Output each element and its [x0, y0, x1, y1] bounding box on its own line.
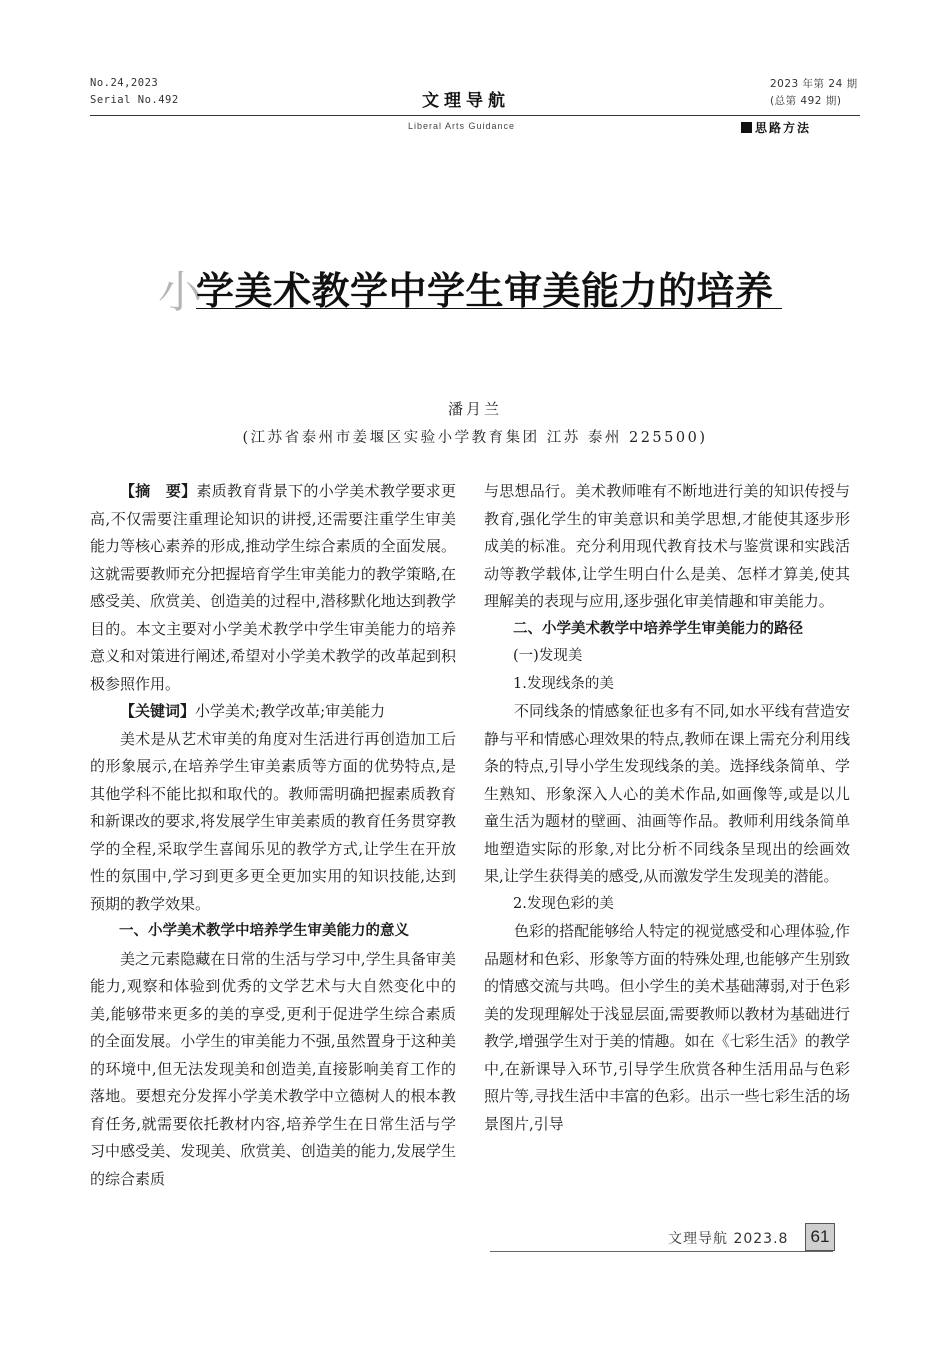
year-issue: 2023 年第 24 期: [770, 78, 858, 90]
paragraph: 不同线条的情感象征也多有不同,如水平线有营造安静与平和情感心理效果的特点,教师在课上需充分利用线条的特点,引导小学生发现线条的美。选择线条简单、学生熟知、形象深入人心的美术作品,如画像等,或是以儿童生活为题材的壁画、油画等作品。教师利用线条简单地塑造实际的形象,对比分析不同线条呈现出的绘画效果,让学生获得美的感受,从而激发学生发现美的潜能。: [484, 702, 850, 885]
keywords: [90, 698, 456, 726]
page-number: 61: [805, 1223, 835, 1251]
affiliation: (江苏省泰州市姜堰区实验小学教育集团 江苏 泰州 225500): [242, 430, 708, 446]
abstract-text: 素质教育背景下的小学美术教学要求更高,不仅需要注重理论知识的讲授,还需要注重学生审美能力等核心素养的形成,推动学生综合素质的全面发展。这就需要教师充分把握培育学生审美能力的教学策略,在感受美、欣赏美、创造美的过程中,潜移默化地达到教学目的。本文主要对小学美术教学中学生审美能力的培养意义和对策进行阐述,希望对小学美术教学的改革起到积极参照作用。: [90, 482, 456, 693]
square-icon: [741, 122, 752, 133]
section-label: 思路方法: [755, 121, 812, 135]
paragraph: 美术是从艺术审美的角度对生活进行再创造加工后的形象展示,在培养学生审美素质等方面的优势特点,是其他学科不能比拟和取代的。教师需明确把握素质教育和新课改的要求,将发展学生审美素质的教育任务贯穿教学的全程,采取学生喜闻乐见的教学方式,让学生在开放性的氛围中,学习到更多更全更加实用的知识技能,达到预期的教学效果。: [90, 729, 456, 913]
keywords-label: 【关键词】: [120, 702, 196, 720]
total-issue: (总第 492 期): [770, 95, 842, 107]
journal-name: 文理导航: [422, 91, 510, 111]
subsection-heading: (一)发现美: [513, 648, 583, 664]
footer-journal-date: 文理导航 2023.8: [668, 1231, 789, 1247]
title-first-char: 小: [158, 267, 202, 318]
title-underline: [196, 308, 782, 309]
article-title: [158, 252, 798, 322]
paragraph: 美之元素隐藏在日常的生活与学习中,学生具备审美能力,观察和体验到优秀的文学艺术与大自然变化中的美,能够带来更多的美的享受,更利于促进学生综合素质的全面发展。小学生的审美能力不强,虽然置身于这种美的环境中,但无法发现美和创造美,直接影响美育工作的落地。要想充分发挥小学美术教学中立德树人的根本教育任务,就需要依托教材内容,培养学生在日常生活与学习中感受美、发现美、欣赏美、创造美的能力,发展学生的综合素质: [90, 949, 456, 1188]
issue-number: No.24,2023: [90, 77, 159, 89]
journal-english-name: Liberal Arts Guidance: [408, 121, 516, 131]
abstract-label: 【摘 要】: [120, 482, 197, 500]
header-rule: [90, 115, 860, 116]
keywords-text: 小学美术;教学改革;审美能力: [195, 702, 386, 720]
section-heading: 二、小学美术教学中培养学生审美能力的路径: [513, 620, 803, 637]
author: 潘月兰: [447, 400, 502, 418]
subsubsection-heading: 2.发现色彩的美: [513, 895, 614, 912]
footer-rule: [490, 1251, 833, 1252]
section-tag: [741, 119, 811, 136]
serial-number: Serial No.492: [90, 94, 179, 106]
left-column: [90, 478, 456, 1193]
right-column: [484, 478, 850, 1138]
paragraph: 色彩的搭配能够给人特定的视觉感受和心理体验,作品题材和色彩、形象等方面的特殊处理,也能够产生别致的情感交流与共鸣。但小学生的美术基础薄弱,对于色彩美的发现理解处于浅显层面,需要教师以教材为基础进行教学,增强学生对于美的情趣。如在《七彩生活》的教学中,在新课导入环节,引导学生欣赏各种生活用品与色彩照片等,寻找生活中丰富的色彩。出示一些七彩生活的场景图片,引导: [484, 922, 850, 1133]
title-text: 学美术教学中学生审美能力的培养: [196, 268, 774, 313]
subsubsection-heading: 1.发现线条的美: [513, 675, 614, 692]
section-heading: 一、小学美术教学中培养学生审美能力的意义: [119, 923, 409, 939]
paragraph: 与思想品行。美术教师唯有不断地进行美的知识传授与教育,强化学生的审美意识和美学思想,才能使其逐步形成美的标准。充分利用现代教育技术与鉴赏课和实践活动等教学载体,让学生明白什么是美、怎样才算美,使其理解美的表现与应用,逐步强化审美情趣和审美能力。: [484, 482, 850, 610]
abstract: [90, 478, 456, 698]
